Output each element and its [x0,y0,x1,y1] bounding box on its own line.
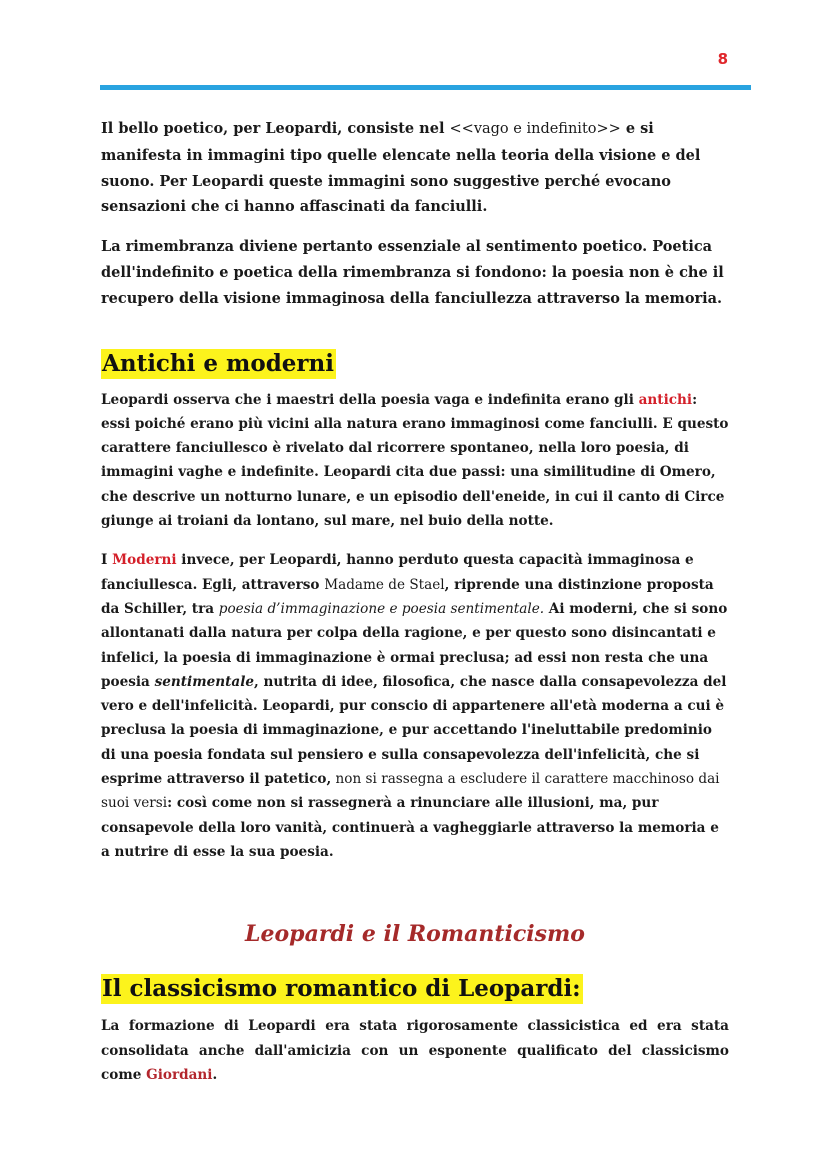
text-run: . [212,1066,218,1083]
antichi-paragraph-1 [101,388,729,534]
text-run: Il bello poetico, per Leopardi, consiste nel [101,120,450,137]
text-run-regular: non si rassegna a escludere il carattere macchinoso dai suoi versi [101,771,720,812]
chapter-title: Leopardi e il Romanticismo [245,921,585,948]
highlight-term-moderni: Moderni [112,552,177,569]
text-run: , riprende una distinzione proposta da Schiller, tra [101,576,714,617]
text-run: La formazione di Leopardi era stata rigorosamente classicistica ed era stata consolidata anche dall'amicizia con un esponente qualificato del classicismo come [101,1018,729,1083]
page-number: 8 [717,50,728,68]
section-heading-antichi: Antichi e moderni [102,349,335,377]
italic-phrase: poesia d’immaginazione e poesia sentimentale. [218,600,545,617]
text-run: Ai moderni, che si sono allontanati dalla natura per colpa della ragione, e per questo sono disincantati e infelici, la poesia di immaginazione è ormai preclusa; ad essi non resta che una poesia [101,600,728,690]
quoted-term: <<vago e indefinito>> [449,121,621,137]
page-content [101,116,729,1087]
header-rule [100,85,751,90]
name-madame-de-stael: Madame de Stael [324,576,445,593]
text-run: : così come non si rassegnerà a rinunciare alle illusioni, ma, pur consapevole della loro vanità, continuerà a vagheggiarle attraverso la memoria e a nutrire di esse la sua poesia. [101,795,719,860]
section-heading-classicismo: Il classicismo romantico di Leopardi: [102,975,581,1003]
highlight-term-antichi: antichi [638,391,693,408]
text-run: : essi poiché erano più vicini alla natura erano immaginosi come fanciulli. E questo carattere fanciullesco è rivelato dal ricorrere spontaneo, nella loro poesia, di immagini vaghe e indefinite. Leopardi cita due passi: una similitudine di Omero, che descrive un notturno lunare, e un episodio dell'eneide, in cui il canto di Circe giunge ai troiani da lontano, sul mare, nel buio della notte. [101,391,729,530]
text-run: Leopardi osserva che i maestri della poesia vaga e indefinita erano gli [101,391,639,408]
intro-paragraph-2: La rimembranza diviene pertanto essenziale al sentimento poetico. Poetica dell'indefinito e poetica della rimembranza si fondono: la poesia non è che il recupero della visione immaginosa della fanciullezza attraverso la memoria. [101,238,724,307]
highlight-term-giordani: Giordani [146,1066,213,1083]
intro-paragraph-1 [101,116,729,220]
classicismo-paragraph-1 [101,1014,729,1087]
text-run: , nutrita di idee, filosofica, che nasce dalla consapevolezza del vero e dell'infelicità. Leopardi, pur conscio di appartenere all'età moderna a cui è preclusa la poesia di immaginazione, e pur accettando l'ineluttabile predominio di una poesia fondata sul pensiero e sulla consapevolezza dell'infelicità, che si esprime attraverso il patetico, [101,673,727,788]
text-run: I [101,552,113,569]
antichi-paragraph-2 [101,548,729,864]
text-run: e si manifesta in immagini tipo quelle elencate nella teoria della visione e del suono. Per Leopardi queste immagini sono suggestive perché evocano sensazioni che ci hanno affascinati da fanciulli. [101,120,701,216]
text-run: invece, per Leopardi, hanno perduto questa capacità immaginosa e fanciullesca. Egli, attraverso [101,552,694,593]
italic-term-sentimentale: sentimentale [154,673,255,690]
